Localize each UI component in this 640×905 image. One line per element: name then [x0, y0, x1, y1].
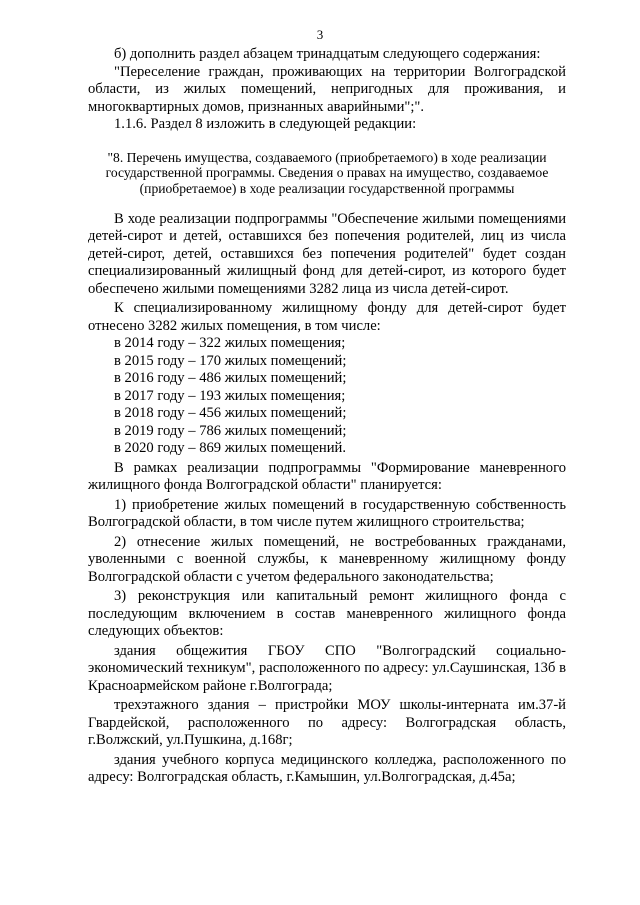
list-item: в 2014 году – 322 жилых помещения; — [114, 335, 346, 352]
paragraph-quote-resettlement: "Переселение граждан, проживающих на территории Волгоградской области, из жилых помещений, непригодных для проживания, и многоквартирных домов, признанных аварийными";". — [88, 63, 566, 115]
list-item: в 2016 году – 486 жилых помещений; — [114, 370, 347, 387]
paragraph-annex-building: трехэтажного здания – пристройки МОУ школы-интерната им.37-й Гвардейской, расположенного по адресу: Волгоградская область, г.Волжский, ул.Пушкина, д.168г; — [88, 697, 566, 749]
list-item: в 2015 году – 170 жилых помещений; — [114, 352, 347, 369]
yearly-list — [88, 335, 566, 458]
paragraph-1-1-6: 1.1.6. Раздел 8 изложить в следующей редакции: — [114, 116, 417, 132]
page-number: 3 — [316, 27, 324, 42]
list-item: в 2017 году – 193 жилых помещения; — [114, 387, 346, 404]
paragraph-item-3: 3) реконструкция или капитальный ремонт жилищного фонда с последующим включением в состав маневренного жилищного фонда следующих объектов: — [88, 588, 566, 640]
paragraph-amend-b: б) дополнить раздел абзацем тринадцатым следующего содержания: — [114, 46, 541, 62]
section-8-heading: "8. Перечень имущества, создаваемого (приобретаемого) в ходе реализации государственной программы. Сведения о правах на имущество, создаваемое (приобретаемое) в ходе реализации государственной программы — [105, 149, 549, 197]
list-item: в 2018 году – 456 жилых помещений; — [114, 405, 347, 422]
paragraph-special-fund: К специализированному жилищному фонду для детей-сирот будет отнесено 3282 жилых помещения, в том числе: — [88, 300, 566, 334]
paragraph-item-2: 2) отнесение жилых помещений, не востребованных гражданами, уволенными с военной службы, к маневренному жилищному фонду Волгоградской области с учетом федерального законодательства; — [88, 533, 566, 585]
paragraph-orphans-subprogram: В ходе реализации подпрограммы "Обеспечение жилыми помещениями детей-сирот и детей, оставшихся без попечения родителей, лиц из числа детей-сирот, детей, оставшихся без попечения родителей" будет создан специализированный жилищный фонд для детей-сирот, из которого будет обеспечено жилыми помещениями 3282 лица из числа детей-сирот. — [88, 210, 566, 297]
paragraph-college-building: здания учебного корпуса медицинского колледжа, расположенного по адресу: Волгоградская область, г.Камышин, ул.Волгоградская, д.45а; — [88, 751, 566, 786]
paragraph-item-1: 1) приобретение жилых помещений в государственную собственность Волгоградской области, в том числе путем жилищного строительства; — [88, 496, 566, 531]
paragraph-dormitory: здания общежития ГБОУ СПО "Волгоградский социально-экономический техникум", расположенного по адресу: ул.Саушинская, 13б в Красноармейском районе г.Волгограда; — [88, 642, 566, 694]
document-body — [88, 46, 566, 787]
list-item: в 2020 году – 869 жилых помещений. — [114, 440, 346, 457]
list-item: в 2019 году – 786 жилых помещений; — [114, 422, 347, 439]
paragraph-maneuver-fund: В рамках реализации подпрограммы "Формирование маневренного жилищного фонда Волгоградской области" планируется: — [88, 459, 566, 494]
